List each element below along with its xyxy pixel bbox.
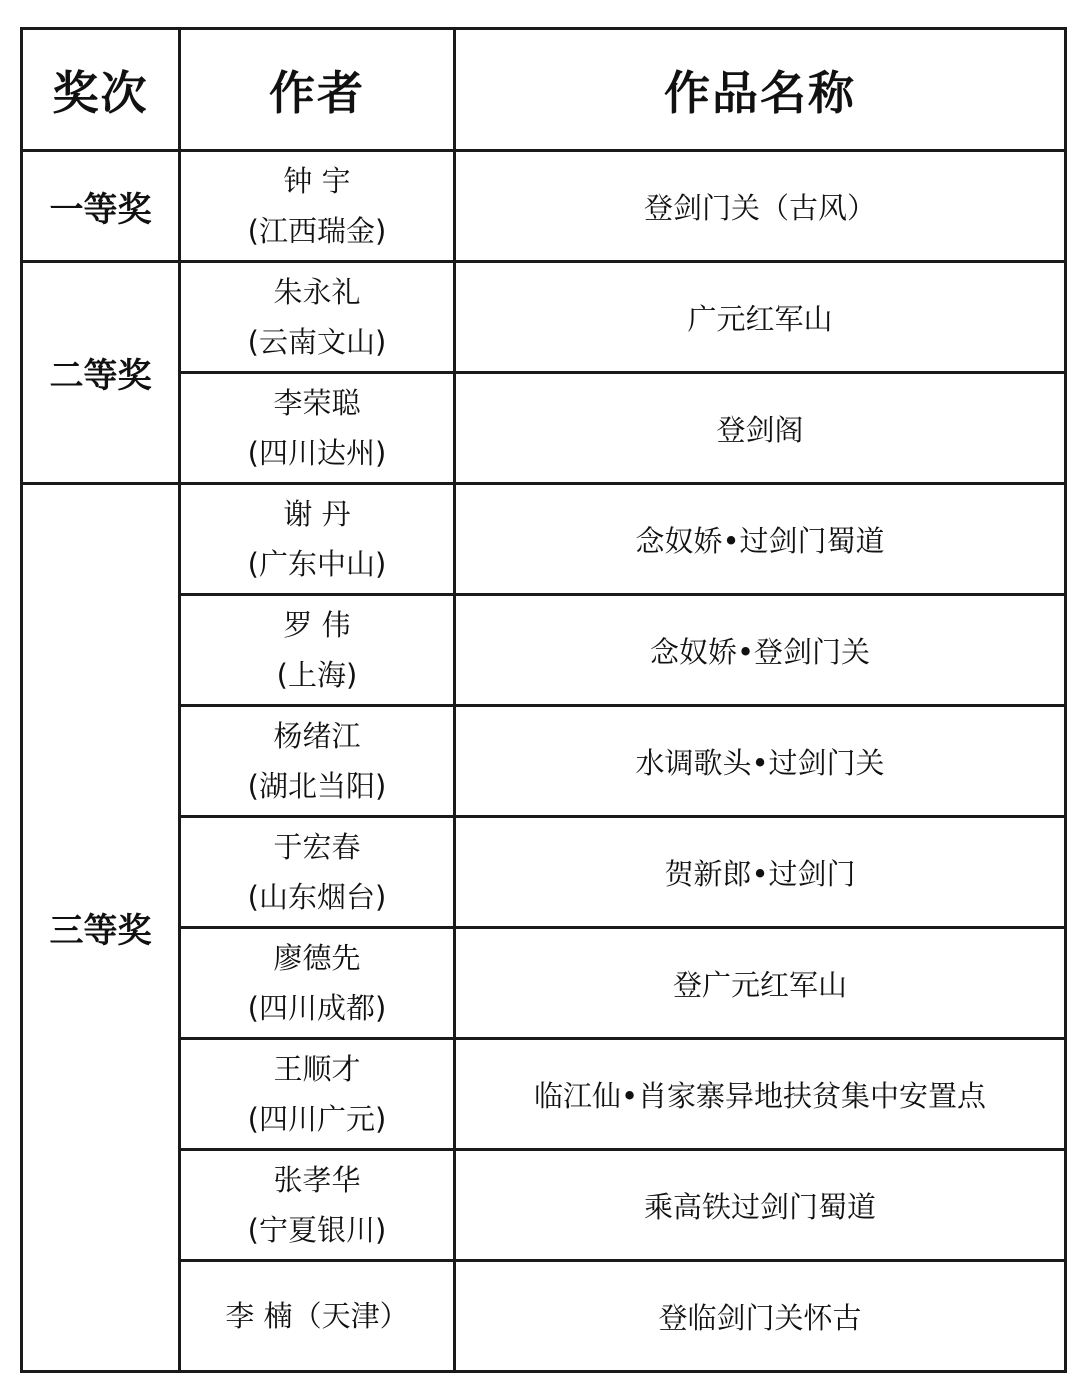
header-row bbox=[22, 29, 1066, 151]
author-region: (湖北当阳) bbox=[247, 769, 387, 803]
author-cell bbox=[180, 1261, 455, 1372]
author-region: (宁夏银川) bbox=[247, 1213, 387, 1247]
author-name: 朱永礼 bbox=[273, 275, 361, 309]
work-title: 念奴娇•过剑门蜀道 bbox=[455, 484, 1066, 595]
author-name: 李荣聪 bbox=[273, 386, 361, 420]
author-cell bbox=[180, 928, 455, 1039]
author-region: (江西瑞金) bbox=[247, 214, 387, 248]
author-name: 于宏春 bbox=[273, 830, 361, 864]
work-title: 登临剑门关怀古 bbox=[455, 1261, 1066, 1372]
author-region: (广东中山) bbox=[247, 547, 387, 581]
prize-first: 一等奖 bbox=[22, 151, 180, 262]
author-cell bbox=[180, 262, 455, 373]
work-title: 登剑阁 bbox=[455, 373, 1066, 484]
author-name: 杨绪江 bbox=[273, 719, 361, 753]
author-cell bbox=[180, 817, 455, 928]
author-region: (上海) bbox=[276, 658, 358, 692]
author-region: (四川成都) bbox=[247, 991, 387, 1025]
author-region: (云南文山) bbox=[247, 325, 387, 359]
author-cell bbox=[180, 706, 455, 817]
author-region: (四川广元) bbox=[247, 1102, 387, 1136]
work-title: 念奴娇•登剑门关 bbox=[455, 595, 1066, 706]
work-title: 乘高铁过剑门蜀道 bbox=[455, 1150, 1066, 1261]
author-name: 王顺才 bbox=[273, 1052, 361, 1086]
work-title: 登剑门关（古风） bbox=[455, 151, 1066, 262]
author-cell bbox=[180, 1150, 455, 1261]
author-cell bbox=[180, 151, 455, 262]
author-region: (山东烟台) bbox=[247, 880, 387, 914]
author-cell bbox=[180, 1039, 455, 1150]
prize-second: 二等奖 bbox=[22, 262, 180, 484]
author-cell bbox=[180, 373, 455, 484]
award-table bbox=[20, 27, 1067, 1373]
author-cell bbox=[180, 595, 455, 706]
author-name: 张孝华 bbox=[273, 1163, 361, 1197]
author-cell bbox=[180, 484, 455, 595]
author-region: (四川达州) bbox=[247, 436, 387, 470]
author-name: 李 楠（天津） bbox=[225, 1299, 409, 1333]
work-title: 广元红军山 bbox=[455, 262, 1066, 373]
author-name: 罗 伟 bbox=[283, 608, 351, 642]
header-rank: 奖次 bbox=[22, 29, 180, 151]
table-row bbox=[22, 262, 1066, 373]
author-name: 廖德先 bbox=[273, 941, 361, 975]
author-name: 谢 丹 bbox=[283, 497, 351, 531]
header-author: 作者 bbox=[180, 29, 455, 151]
table-row bbox=[22, 151, 1066, 262]
work-title: 水调歌头•过剑门关 bbox=[455, 706, 1066, 817]
prize-third: 三等奖 bbox=[22, 484, 180, 1372]
work-title: 登广元红军山 bbox=[455, 928, 1066, 1039]
header-work: 作品名称 bbox=[455, 29, 1066, 151]
work-title: 临江仙•肖家寨异地扶贫集中安置点 bbox=[455, 1039, 1066, 1150]
award-list-sheet bbox=[20, 27, 1064, 1366]
table-row bbox=[22, 484, 1066, 595]
author-name: 钟 宇 bbox=[283, 164, 351, 198]
work-title: 贺新郎•过剑门 bbox=[455, 817, 1066, 928]
